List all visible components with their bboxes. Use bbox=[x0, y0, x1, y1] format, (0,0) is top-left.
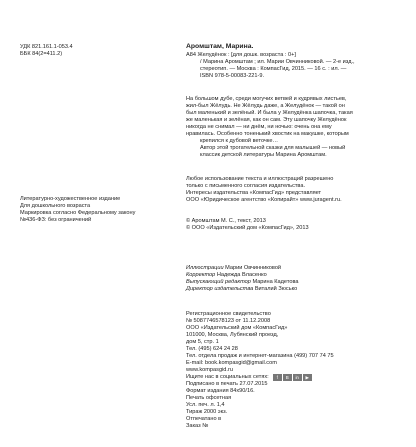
copyright-block bbox=[186, 218, 401, 232]
bib-line: / Марина Аромштам ; ил. Марии Овчинниковой. — 2-е изд., bbox=[200, 59, 355, 65]
registration-line: ООО «Издательский дом «КомпасГид» bbox=[186, 325, 288, 331]
print-line: Формат издания 84х90/16. bbox=[186, 388, 255, 394]
registration-line: № 5087746578123 от 11.12.2008 bbox=[186, 318, 271, 324]
annotation-line: же маленькая и зелёная, как он сам. Эту шапочку Желудёнок bbox=[186, 117, 347, 123]
annotation bbox=[186, 96, 401, 159]
phone-line: Тел. отдела продаж и интернет-магазина (499) 707 74 75 bbox=[186, 353, 334, 359]
isbn: ISBN 978-5-00083-221-9. bbox=[200, 73, 265, 79]
rights-notice bbox=[186, 176, 401, 204]
credit-director: Директор издательства Виталий Зюсько bbox=[186, 286, 298, 292]
edition-line: Маркировка согласно Федеральному закону bbox=[20, 210, 136, 216]
email-line: E-mail: book.kompasgid@gmail.com bbox=[186, 360, 277, 366]
credit-editor: Выпускающий редактор Марина Кадетова bbox=[186, 279, 299, 285]
bib-line-text: А84 Желудёнок : [для дошк. возраста : 0+] bbox=[186, 52, 296, 58]
edition-info bbox=[20, 196, 175, 224]
annotation-line: крепился к дубовой веточке… bbox=[200, 138, 279, 144]
registration-line: 101000, Москва, Лубянский проезд, bbox=[186, 332, 279, 338]
print-line: Усл. печ. л. 1,4 bbox=[186, 402, 225, 408]
social-icons bbox=[273, 374, 313, 381]
social-row bbox=[186, 374, 401, 381]
annotation-line: нравилась. Особенно тоненький хвостик на макушке, которым bbox=[186, 131, 349, 137]
blog-icon: B bbox=[283, 374, 292, 381]
video-icon: ▶ bbox=[303, 374, 312, 381]
bib-line: стереотип. — Москва : КомпасГид, 2015. — 16 с. : ил. — bbox=[200, 66, 347, 72]
print-line: Отпечатано в bbox=[186, 416, 222, 422]
print-line: Печать офсетная bbox=[186, 395, 232, 401]
classification-block bbox=[20, 44, 175, 58]
rights-line: только с письменного согласия издательства. bbox=[186, 183, 306, 189]
author-heading: Аромштам, Марина. bbox=[186, 43, 254, 50]
bib-line bbox=[186, 52, 401, 59]
registration-block bbox=[186, 311, 401, 430]
print-line: Тираж 2000 экз. bbox=[186, 409, 228, 415]
copyright-line: © ООО «Издательский дом «КомпасГид», 2013 bbox=[186, 225, 309, 231]
social-label: Ищите нас в социальных сетях: bbox=[186, 374, 269, 380]
edition-line: Литературно-художественное издание bbox=[20, 196, 121, 202]
udk-code: УДК 821.161.1-053.4 bbox=[20, 44, 73, 50]
phone-line: Тел. (495) 624 24 28 bbox=[186, 346, 238, 352]
print-line: Заказ № bbox=[186, 423, 209, 429]
registration-line: дом 5, стр. 1 bbox=[186, 339, 219, 345]
copyright-line: © Аромштам М. С., текст, 2013 bbox=[186, 218, 266, 224]
annotation-line: Автор этой трогательной сказки для малышей — новый bbox=[200, 145, 346, 151]
credits bbox=[186, 265, 401, 293]
annotation-line: жил-был Жёлудь. Не Жёлудь даже, а Желудёнок — такой он bbox=[186, 103, 345, 109]
registration-line: Регистрационное свидетельство bbox=[186, 311, 271, 317]
annotation-line: классик детской литературы Марина Аромштам. bbox=[200, 152, 327, 158]
print-line: Подписано в печать 27.07.2015 bbox=[186, 381, 268, 387]
catalog-card bbox=[186, 43, 401, 80]
edition-line: №436-ФЗ: без ограничений bbox=[20, 217, 92, 223]
credit-proofreader: Корректор Надежда Власенко bbox=[186, 272, 267, 278]
edition-line: Для дошкольного возраста bbox=[20, 203, 91, 209]
credit-illustrations: Иллюстрации Марии Овчинниковой bbox=[186, 265, 282, 271]
facebook-icon: f bbox=[273, 374, 282, 381]
annotation-line: На большом дубе, среди могучих ветвей и кудрявых листьев, bbox=[186, 96, 347, 102]
rights-line: Интересы издательства «КомпасГид» представляет bbox=[186, 190, 322, 196]
bbk-code: ББК 84(2=411.2) bbox=[20, 51, 63, 57]
rights-line: Любое использование текста и иллюстраций разрешено bbox=[186, 176, 334, 182]
website-line: www.kompasgid.ru bbox=[186, 367, 233, 373]
annotation-line: был маленький и зелёный. И была у Желудёнка шапочка, такая bbox=[186, 110, 353, 116]
linkedin-icon: in bbox=[293, 374, 302, 381]
annotation-line: никогда не снимал — ни днём, ни ночью: очень она ему bbox=[186, 124, 332, 130]
rights-line: ООО «Юридическое агентство «Копирайт» www.juragent.ru. bbox=[186, 197, 342, 203]
